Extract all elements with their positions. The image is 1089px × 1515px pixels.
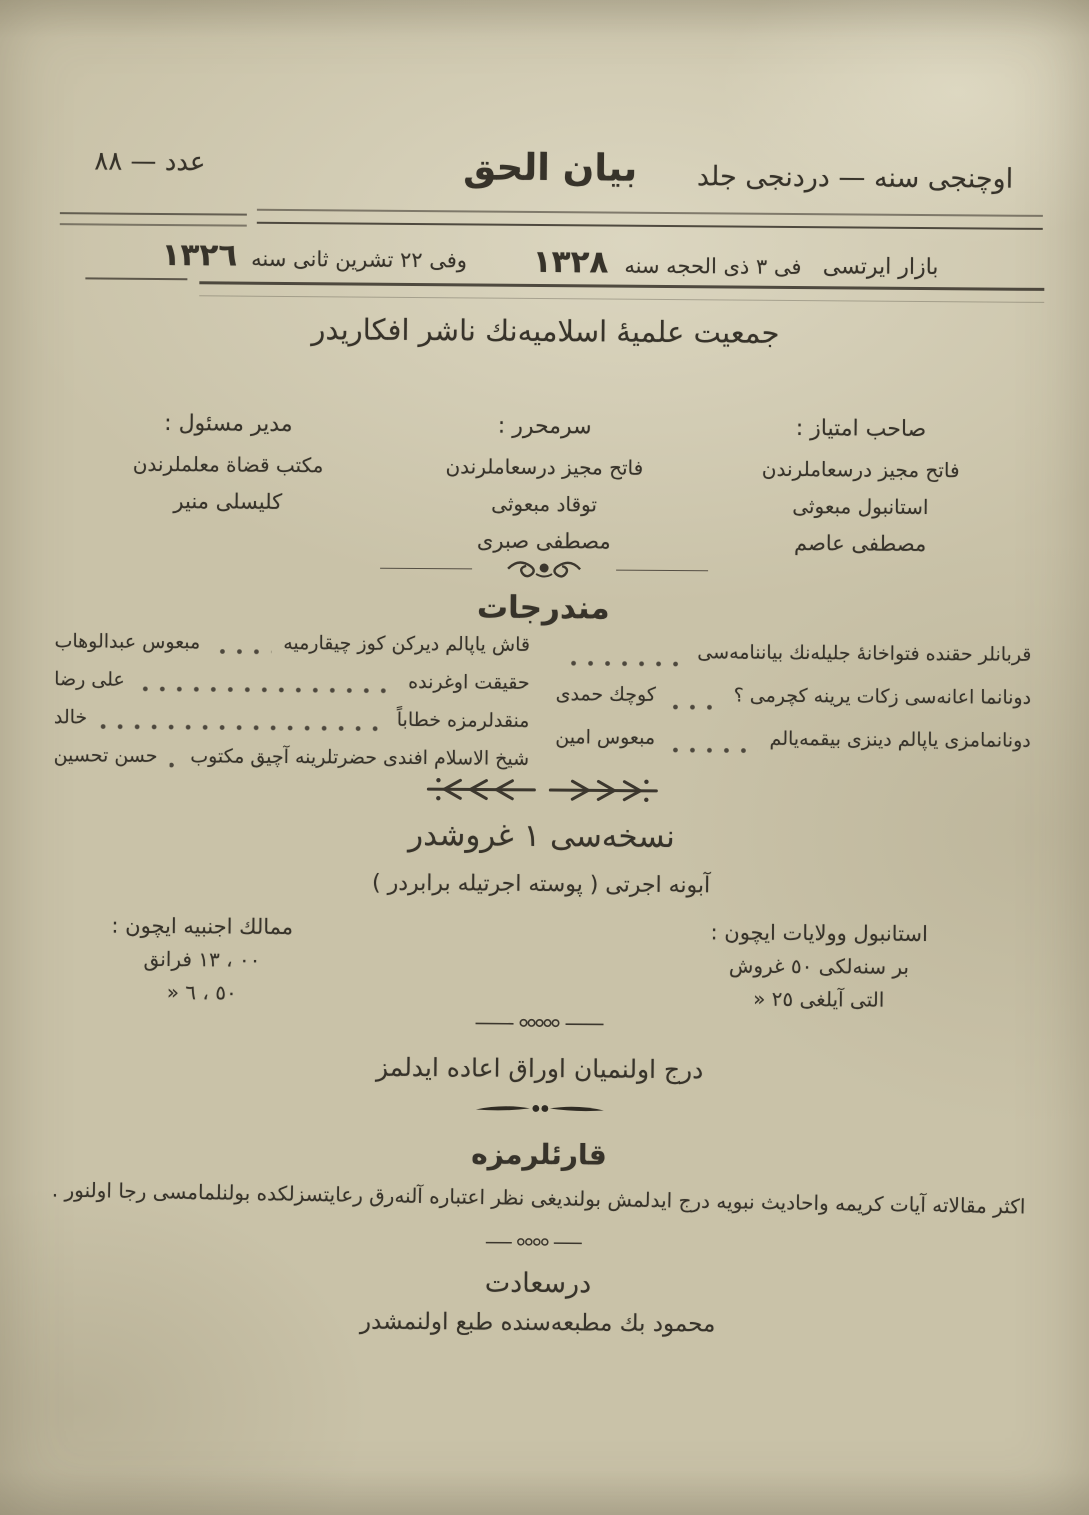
- printer-line: محمود بك مطبعه‌سنده طبع اولنمشدر: [359, 1308, 716, 1338]
- dot-leader: [137, 681, 396, 697]
- header-rule-left-segment: [60, 212, 247, 226]
- editor-role-label: سرمحرر :: [497, 413, 592, 440]
- ornament-arrow-dots-icon: [0, 1096, 1084, 1123]
- toc-entry-title: قربانلر حقنده فتواخانهٔ جليله‌نك بياننامه‌سى: [697, 641, 1032, 666]
- toc-entry-title: شيخ الاسلام افندى حضرتلرينه آچيق مكتوب: [190, 745, 530, 770]
- toc-entry-title: دونانما اعانه‌سى زكات يرينه كچرمى ؟: [733, 684, 1032, 709]
- dateline-rumi: [161, 237, 467, 275]
- readers-note: اكثر مقالاته آيات كريمه واحاديث نبويه درج ايدلمش بولنديغى نظر اعتباره آلنه‌رق رعايتسزلكده بولنلمامسى رجا اولنور .: [51, 1177, 1026, 1219]
- ornament-squiggle-icon: [484, 1236, 584, 1249]
- subscription-note: آبونه اجرتى ( پوسته اجرتيله برابردر ): [371, 870, 711, 899]
- toc-entry-title: دونانمامزى ياپالم دينزى بيقمه‌يالم: [769, 727, 1031, 752]
- dot-leader: [668, 698, 722, 712]
- toc-entry-author: خالد: [53, 706, 88, 729]
- masthead-editor-column: [386, 407, 704, 561]
- dot-leader: [667, 741, 758, 756]
- toc-entry: [555, 726, 1031, 773]
- contents-right-column: [555, 640, 1032, 790]
- toc-entry-author: كوچك حمدى: [555, 683, 656, 706]
- ornament-squiggle-icon: [473, 1015, 605, 1030]
- toc-entry-title: قاش ياپالم ديركن كوز چيقارميه: [283, 631, 531, 656]
- owner-position: استانبول مبعوثى: [792, 493, 929, 520]
- copy-price: نسخه‌سى ١ غروشدر: [408, 816, 675, 856]
- foreign-halfyear-rate: » ٥٠ ، ٦: [166, 980, 237, 1005]
- foreign-heading: ممالك اجنبيه ايچون :: [111, 913, 294, 940]
- dateline-rumi-text: وفى ٢٢ تشرين ثانى سنه: [251, 246, 468, 273]
- toc-entry: [556, 640, 1032, 687]
- domestic-yearly-rate: بر سنه‌لكى ٥٠ غروش: [728, 953, 910, 979]
- toc-entry: [555, 683, 1031, 730]
- dateline-hijri: [533, 244, 802, 282]
- subscription-rates: [92, 911, 990, 1017]
- owner-credential: فاتح مجيز درسعاملرندن: [761, 456, 960, 483]
- toc-entry-author: على رضا: [54, 668, 125, 691]
- readers-heading: قارئلرمزه: [471, 1137, 607, 1172]
- director-name: كليسلى منير: [173, 489, 283, 514]
- society-subtitle: جمعيت علميهٔ اسلاميه‌نك ناشر افكاريدر: [311, 312, 780, 350]
- city-name: درسعادت: [484, 1267, 592, 1300]
- toc-entry-author: حسن تحسين: [53, 744, 158, 767]
- domestic-rates-column: [649, 916, 990, 1018]
- toc-entry-author: مبعوس عبدالوهاب: [54, 630, 201, 654]
- domestic-halfyear-rate: التى آيلغى ٢٥ «: [753, 986, 885, 1012]
- contents-heading: مندرجات: [476, 589, 610, 627]
- toc-entry: [54, 630, 530, 672]
- masthead: [69, 404, 1019, 563]
- dateline-hijri-text: فى ٣ ذى الحجه سنه: [624, 253, 802, 280]
- newspaper-title: بيان الحق: [463, 145, 638, 190]
- dot-leader: [212, 643, 271, 657]
- dot-leader: [568, 655, 686, 670]
- dot-leader: [99, 719, 385, 735]
- owner-role-label: صاحب امتياز :: [795, 415, 927, 442]
- editor-name: مصطفى صبرى: [476, 528, 611, 554]
- director-credential: مكتب قضاة معلملرندن: [132, 451, 324, 478]
- owner-name: مصطفى عاصم: [793, 530, 927, 557]
- toc-entry-title: منقدلرمزه خطاباً: [396, 708, 530, 732]
- header-volume: اوچنجى سنه — دردنجى جلد: [696, 161, 1014, 195]
- domestic-heading: استانبول وولايات ايچون :: [710, 920, 929, 947]
- toc-entry: [54, 706, 530, 748]
- issue-number: عدد — ٨٨: [94, 146, 206, 178]
- foreign-rates-column: [92, 909, 313, 1012]
- masthead-director-column: [69, 404, 387, 558]
- dateline-weekday: بازار ايرتسى: [822, 254, 939, 281]
- toc-entry-author: مبعوس امين: [555, 726, 656, 749]
- table-of-contents: [53, 630, 1032, 790]
- returns-notice: درج اولنميان اوراق اعاده ايدلمز: [375, 1052, 704, 1085]
- dateline-rumi-year: ١٣٢٦: [161, 236, 238, 274]
- header-rule: [257, 209, 1043, 230]
- editor-position: توقاد مبعوثى: [491, 491, 598, 517]
- editor-credential: فاتح مجيز درسعاملرندن: [445, 454, 644, 480]
- dot-leader: [169, 757, 178, 771]
- toc-entry-title: حقيقت اوغرنده: [408, 670, 530, 694]
- toc-entry: [54, 668, 530, 710]
- contents-left-column: [53, 630, 530, 786]
- foreign-yearly-rate: ٠٠ ، ١٣ فرانق: [143, 946, 261, 972]
- dateline-hijri-year: ١٣٢٨: [532, 243, 609, 281]
- masthead-owner-column: [702, 409, 1020, 563]
- director-role-label: مدير مسئول :: [164, 411, 293, 438]
